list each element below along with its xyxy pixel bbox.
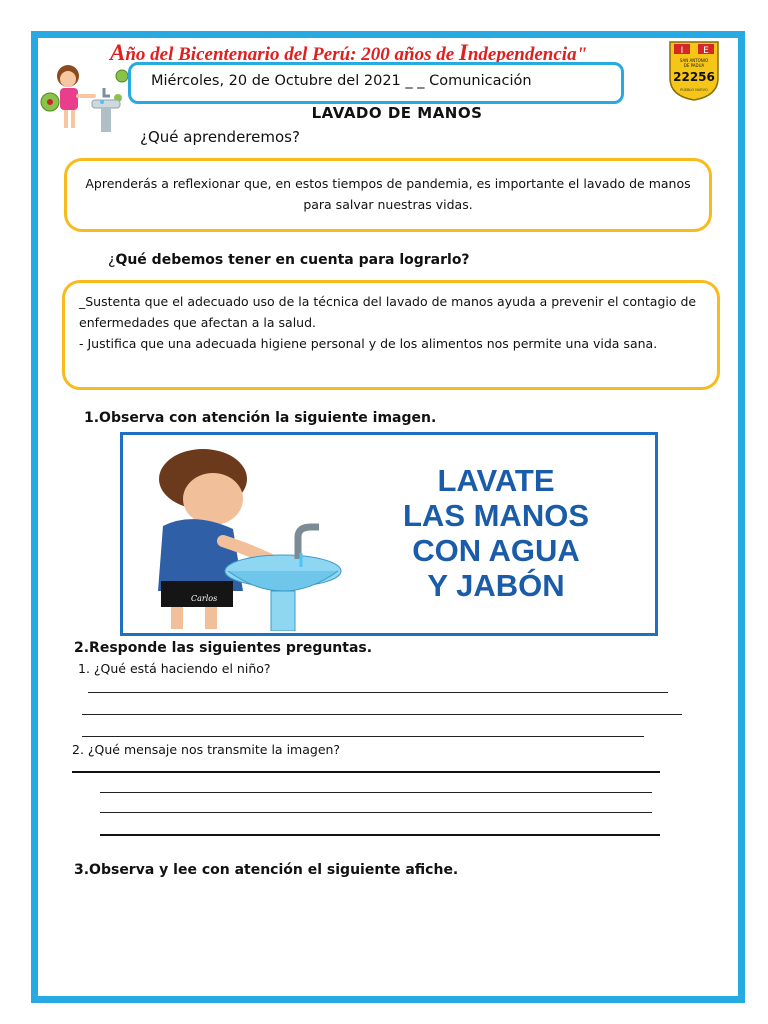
question-item: 1. ¿Qué está haciendo el niño? bbox=[78, 661, 271, 676]
handwashing-poster bbox=[120, 432, 658, 636]
section-3-heading: 3.Observa y lee con atención el siguiente afiche. bbox=[74, 862, 459, 878]
answer-line[interactable] bbox=[82, 714, 682, 715]
criteria-item: _Sustenta que el adecuado uso de la técnica del lavado de manos ayuda a prevenir el contagio de enfermedades que afectan a la salud. bbox=[79, 294, 697, 330]
poster-line: CON AGUA bbox=[412, 533, 580, 568]
motto-capital: I bbox=[458, 40, 468, 65]
learning-text: Aprenderás a reflexionar que, en estos tiempos de pandemia, es importante el lavado de manos para salvar nuestras vidas. bbox=[85, 176, 691, 212]
date-subject-box bbox=[128, 62, 624, 104]
handwashing-girl-illustration bbox=[38, 62, 130, 142]
section-1-heading: 1.Observa con atención la siguiente imagen. bbox=[84, 410, 437, 426]
answer-line[interactable] bbox=[100, 834, 660, 836]
school-shield-logo bbox=[666, 38, 722, 102]
svg-text:DE PADUA: DE PADUA bbox=[683, 63, 705, 68]
boy-washing-hands-illustration bbox=[133, 441, 343, 631]
page-title: LAVADO DE MANOS bbox=[311, 104, 483, 122]
question2-text: Qué debemos tener en cuenta para lograrlo? bbox=[115, 252, 470, 268]
poster-line: LAVATE bbox=[437, 463, 555, 498]
answer-line[interactable] bbox=[100, 792, 652, 793]
question-item: 2. ¿Qué mensaje nos transmite la imagen? bbox=[72, 742, 341, 757]
motto-text: ño del Bicentenario del Perú: 200 años de bbox=[125, 44, 459, 65]
question-what-learn: ¿Qué aprenderemos? bbox=[140, 128, 300, 146]
criteria-box bbox=[62, 280, 720, 390]
poster-slogan bbox=[351, 463, 641, 603]
svg-text:22256: 22256 bbox=[673, 70, 715, 84]
date-subject-text: Miércoles, 20 de Octubre del 2021 _ _ Comunicación bbox=[151, 73, 532, 89]
svg-text:SAN ANTONIO: SAN ANTONIO bbox=[679, 58, 709, 63]
svg-text:PUEBLO NUEVO: PUEBLO NUEVO bbox=[680, 88, 708, 92]
question-what-consider bbox=[108, 252, 470, 268]
svg-text:I: I bbox=[680, 46, 684, 56]
shorts-label: Carlos bbox=[191, 594, 218, 603]
learning-box bbox=[64, 158, 712, 232]
motto-initial: A bbox=[110, 40, 126, 65]
answer-line[interactable] bbox=[72, 771, 660, 773]
motto-end: ndependencia" bbox=[467, 44, 588, 65]
criteria-item: - Justifica que una adecuada higiene personal y de los alimentos nos permite una vida sana. bbox=[79, 336, 658, 351]
answer-line[interactable] bbox=[82, 736, 644, 737]
svg-text:E: E bbox=[703, 46, 709, 56]
poster-line: Y JABÓN bbox=[427, 568, 565, 603]
answer-line[interactable] bbox=[100, 812, 652, 813]
answer-line[interactable] bbox=[88, 692, 668, 693]
section-2-heading: 2.Responde las siguientes preguntas. bbox=[74, 640, 373, 656]
poster-line: LAS MANOS bbox=[403, 498, 589, 533]
question2-prefix: ¿ bbox=[108, 252, 116, 268]
